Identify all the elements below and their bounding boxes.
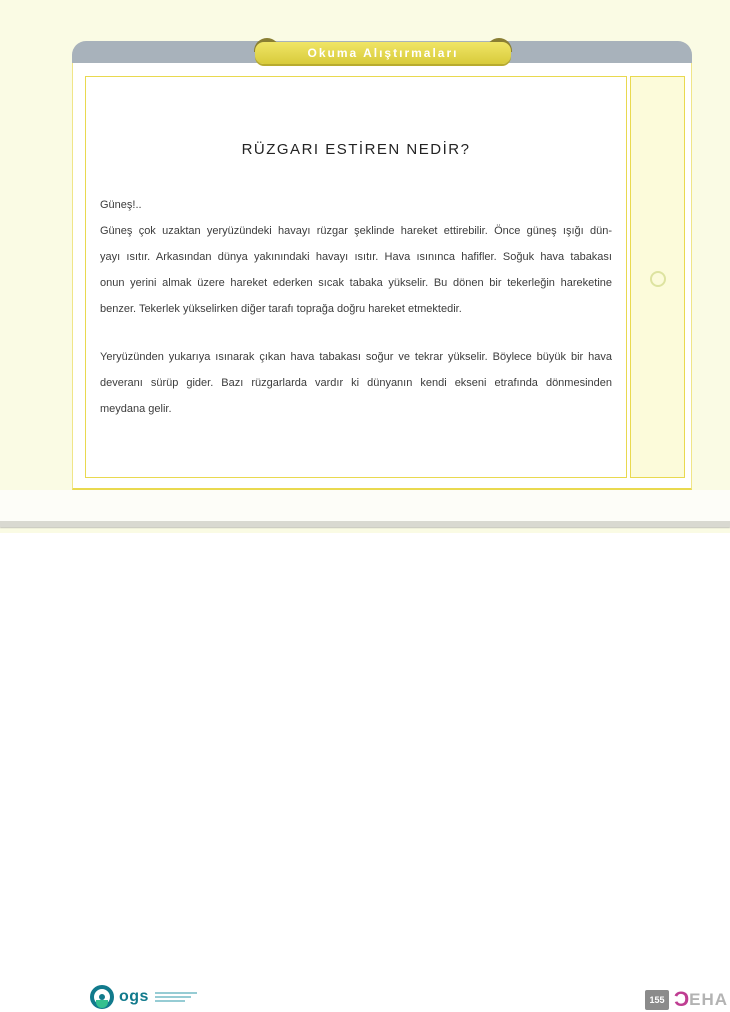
circle-marker[interactable] — [650, 271, 666, 287]
bottom-divider-bar — [0, 521, 730, 527]
paragraph-line: meydana gelir. — [100, 403, 172, 415]
article-intro: Güneş!.. — [100, 199, 142, 211]
ogs-tagline-decoration — [155, 992, 197, 1002]
paragraph-line: yayı ısıtır. Arkasından dünya yakınındaki havayı ısıtır. Hava ısınınca hafifler. Soğuk hava tabakası — [100, 251, 612, 263]
footer — [0, 490, 730, 1011]
ogs-icon-arc — [96, 1000, 108, 1008]
deha-logo-initial: Ɔ — [674, 988, 690, 1011]
paragraph-line: Güneş çok uzaktan yeryüzündeki havayı rüzgar şeklinde hareket ettirebilir. Önce güneş ışığı dün- — [100, 225, 612, 237]
page-number-badge: 155 — [645, 990, 669, 1010]
section-tab[interactable] — [255, 42, 511, 64]
sidebar-strip — [630, 76, 685, 478]
paragraph-line: benzer. Tekerlek yükselirken diğer tarafı toprağa doğru hareket etmektedir. — [100, 303, 462, 315]
article-title: RÜZGARI ESTİREN NEDİR? — [241, 141, 471, 158]
deha-logo-text: EHA — [689, 990, 729, 1009]
deha-logo — [674, 988, 728, 1012]
paragraph — [100, 218, 612, 322]
ogs-logo-icon — [90, 985, 114, 1009]
reading-card — [85, 76, 627, 478]
ogs-logo-text: ogs — [119, 988, 149, 1005]
content-panel — [72, 63, 692, 490]
paragraph-line: Yeryüzünden yukarıya ısınarak çıkan hava tabakası soğur ve tekrar yükselir. Böylece büyük bir hava — [100, 351, 612, 363]
section-tab-label[interactable]: Okuma Alıştırmaları — [255, 42, 511, 64]
paragraph-line: deveranı sürüp gider. Bazı rüzgarlarda vardır ki dünyanın kendi ekseni etrafında dönmesinden — [100, 377, 612, 389]
ogs-logo — [90, 985, 197, 1009]
paragraph-line: onun yerini almak üzere hareket ederken sıcak tabaka yükselir. Bu dönen bir tekerleğin hareketine — [100, 277, 612, 289]
paragraph — [100, 344, 612, 422]
